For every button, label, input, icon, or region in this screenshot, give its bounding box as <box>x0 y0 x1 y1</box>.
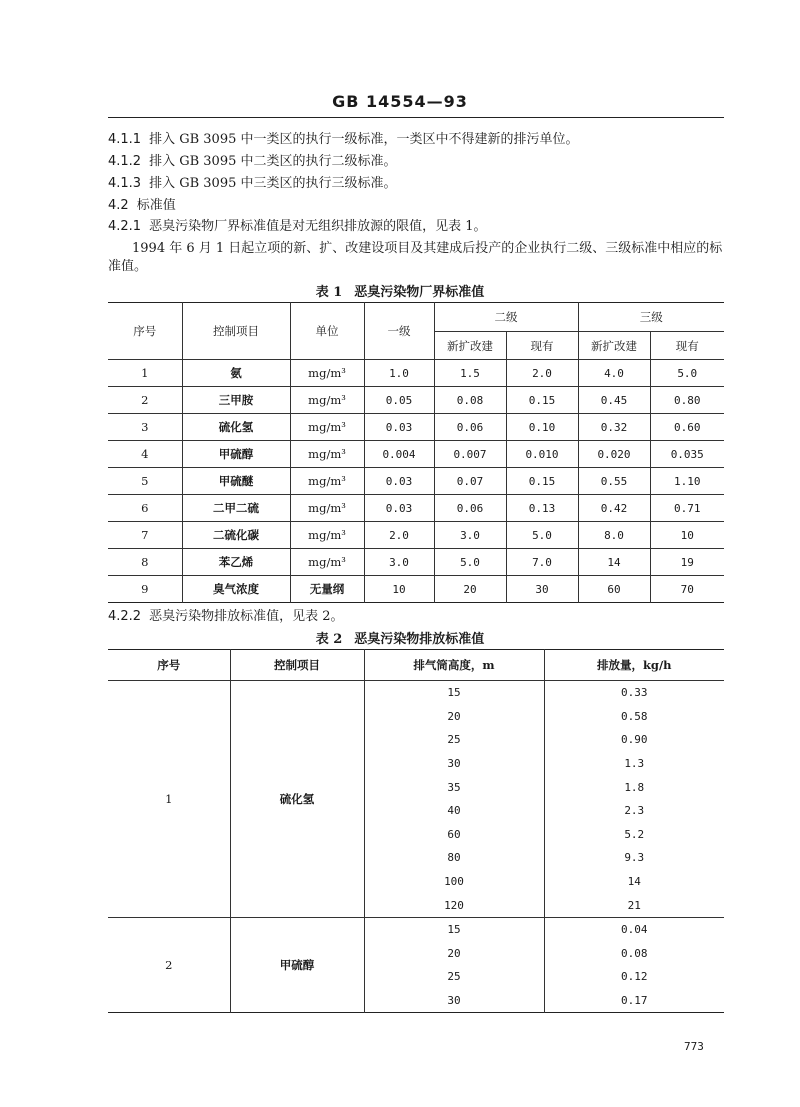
seq-cell: 3 <box>108 414 182 441</box>
table-row <box>108 441 724 468</box>
rate-cell: 0.90 <box>544 728 724 752</box>
table2-header-item: 控制项目 <box>230 650 364 681</box>
grade2-existing-cell: 0.10 <box>506 414 578 441</box>
grade3-existing-cell: 70 <box>650 576 724 603</box>
grade3-new-cell: 60 <box>578 576 650 603</box>
height-cell: 30 <box>364 989 544 1013</box>
unit-cell: mg/m³ <box>290 441 364 468</box>
height-cell: 40 <box>364 799 544 823</box>
clause-number: 4.2.1 <box>108 219 142 234</box>
group-item-cell: 甲硫醇 <box>230 917 364 1012</box>
rate-cell: 14 <box>544 870 724 894</box>
grade3-existing-cell: 5.0 <box>650 360 724 387</box>
grade2-new-cell: 5.0 <box>434 549 506 576</box>
height-cell: 80 <box>364 846 544 870</box>
grade2-new-cell: 20 <box>434 576 506 603</box>
seq-cell: 2 <box>108 387 182 414</box>
grade3-new-cell: 0.32 <box>578 414 650 441</box>
rate-cell: 5.2 <box>544 823 724 847</box>
clause-text: 恶臭污染物厂界标准值是对无组织排放源的限值，见表 1。 <box>149 219 487 234</box>
unit-cell: mg/m³ <box>290 360 364 387</box>
grade2-existing-cell: 0.15 <box>506 468 578 495</box>
grade2-existing-cell: 5.0 <box>506 522 578 549</box>
item-cell: 硫化氢 <box>182 414 290 441</box>
clause-text: 排入 GB 3095 中一类区的执行一级标准，一类区中不得建新的排污单位。 <box>149 132 579 147</box>
grade2-new-cell: 0.08 <box>434 387 506 414</box>
rate-cell: 0.12 <box>544 965 724 989</box>
height-cell: 15 <box>364 917 544 941</box>
grade2-existing-cell: 0.13 <box>506 495 578 522</box>
height-cell: 35 <box>364 775 544 799</box>
item-cell: 二甲二硫 <box>182 495 290 522</box>
table1-header-grade2-existing: 现有 <box>506 332 578 360</box>
height-cell: 100 <box>364 870 544 894</box>
grade3-new-cell: 8.0 <box>578 522 650 549</box>
grade2-existing-cell: 30 <box>506 576 578 603</box>
grade3-new-cell: 0.55 <box>578 468 650 495</box>
group-seq-cell: 1 <box>165 791 173 806</box>
height-cell: 25 <box>364 728 544 752</box>
grade2-new-cell: 1.5 <box>434 360 506 387</box>
document-header: GB 14554—93 <box>332 92 468 111</box>
grade1-cell: 0.03 <box>364 468 434 495</box>
clause-4-1-3 <box>108 175 728 193</box>
group-seq-cell: 2 <box>108 917 230 1012</box>
rate-cell: 1.3 <box>544 752 724 776</box>
table1-header-grade3: 三级 <box>578 303 724 332</box>
table2-header-seq: 序号 <box>108 650 230 681</box>
grade1-cell: 0.05 <box>364 387 434 414</box>
table1-caption <box>0 281 800 300</box>
seq-cell: 6 <box>108 495 182 522</box>
table-row <box>108 414 724 441</box>
grade2-new-cell: 0.07 <box>434 468 506 495</box>
grade1-cell: 10 <box>364 576 434 603</box>
clause-number: 4.1.3 <box>108 176 142 191</box>
unit-cell: mg/m³ <box>290 495 364 522</box>
grade2-new-cell: 0.06 <box>434 414 506 441</box>
clause-text: 排入 GB 3095 中二类区的执行二级标准。 <box>149 154 397 169</box>
table1-caption-title: 恶臭污染物厂界标准值 <box>354 285 485 300</box>
item-cell: 三甲胺 <box>182 387 290 414</box>
header-rule <box>108 117 724 118</box>
grade3-new-cell: 0.020 <box>578 441 650 468</box>
table2-caption-title: 恶臭污染物排放标准值 <box>354 632 485 647</box>
table-row <box>108 576 724 603</box>
clause-4-2 <box>108 197 728 215</box>
rate-cell: 0.17 <box>544 989 724 1013</box>
unit-cell: mg/m³ <box>290 549 364 576</box>
table1-header-seq: 序号 <box>108 303 182 360</box>
table-row <box>108 917 724 941</box>
grade2-new-cell: 0.007 <box>434 441 506 468</box>
height-cell: 30 <box>364 752 544 776</box>
table1-header-grade2-new: 新扩改建 <box>434 332 506 360</box>
item-cell: 二硫化碳 <box>182 522 290 549</box>
clause-text: 标准值 <box>136 198 176 213</box>
unit-cell: mg/m³ <box>290 522 364 549</box>
height-cell: 20 <box>364 942 544 966</box>
rate-cell: 21 <box>544 893 724 917</box>
clause-number: 4.2.2 <box>108 609 142 624</box>
unit-cell: mg/m³ <box>290 387 364 414</box>
grade2-new-cell: 3.0 <box>434 522 506 549</box>
clause-4-1-1 <box>108 131 728 149</box>
rate-cell: 9.3 <box>544 846 724 870</box>
table2-header-height: 排气筒高度，m <box>364 650 544 681</box>
unit-cell: 无量纲 <box>290 576 364 603</box>
clause-text: 恶臭污染物排放标准值，见表 2。 <box>149 609 344 624</box>
grade2-new-cell: 0.06 <box>434 495 506 522</box>
table1-header-grade1: 一级 <box>364 303 434 360</box>
clause-4-1-2 <box>108 153 728 171</box>
table2 <box>108 649 724 1013</box>
grade2-existing-cell: 7.0 <box>506 549 578 576</box>
grade3-new-cell: 0.42 <box>578 495 650 522</box>
grade3-new-cell: 4.0 <box>578 360 650 387</box>
clause-4-2-1 <box>108 218 728 236</box>
grade3-existing-cell: 0.71 <box>650 495 724 522</box>
clause-number: 4.1.2 <box>108 154 142 169</box>
paragraph-1994: 1994 年 6 月 1 日起立项的新、扩、改建设项目及其建成后投产的企业执行二级、三级标准中相应的标准值。 <box>108 241 723 274</box>
grade1-cell: 2.0 <box>364 522 434 549</box>
table-row <box>108 549 724 576</box>
table2-header-rate: 排放量，kg/h <box>544 650 724 681</box>
table-row <box>108 468 724 495</box>
item-cell: 苯乙烯 <box>182 549 290 576</box>
rate-cell: 2.3 <box>544 799 724 823</box>
grade2-existing-cell: 0.15 <box>506 387 578 414</box>
grade1-cell: 0.03 <box>364 495 434 522</box>
grade3-new-cell: 0.45 <box>578 387 650 414</box>
rate-cell: 0.58 <box>544 705 724 729</box>
item-cell: 甲硫醚 <box>182 468 290 495</box>
grade3-existing-cell: 19 <box>650 549 724 576</box>
clause-number: 4.2 <box>108 198 129 213</box>
rate-cell: 1.8 <box>544 775 724 799</box>
table1-header-item: 控制项目 <box>182 303 290 360</box>
table1-header-grade3-new: 新扩改建 <box>578 332 650 360</box>
table1 <box>108 302 724 603</box>
grade3-existing-cell: 1.10 <box>650 468 724 495</box>
grade3-existing-cell: 0.80 <box>650 387 724 414</box>
height-cell: 120 <box>364 893 544 917</box>
table2-caption-number: 表 2 <box>315 632 343 647</box>
height-cell: 20 <box>364 705 544 729</box>
height-cell: 15 <box>364 681 544 705</box>
rate-cell: 0.08 <box>544 942 724 966</box>
grade1-cell: 1.0 <box>364 360 434 387</box>
clause-number: 4.1.1 <box>108 132 142 147</box>
grade1-cell: 3.0 <box>364 549 434 576</box>
table2-caption <box>0 628 800 647</box>
grade3-new-cell: 14 <box>578 549 650 576</box>
page-number: 773 <box>684 1040 704 1053</box>
grade1-cell: 0.03 <box>364 414 434 441</box>
table-row <box>108 681 724 705</box>
group-item-cell: 硫化氢 <box>230 681 364 918</box>
table1-header-grade2: 二级 <box>434 303 578 332</box>
table-row <box>108 360 724 387</box>
seq-cell: 7 <box>108 522 182 549</box>
grade2-existing-cell: 0.010 <box>506 441 578 468</box>
seq-cell: 4 <box>108 441 182 468</box>
table-row <box>108 387 724 414</box>
height-cell: 60 <box>364 823 544 847</box>
grade2-existing-cell: 2.0 <box>506 360 578 387</box>
item-cell: 氨 <box>182 360 290 387</box>
item-cell: 臭气浓度 <box>182 576 290 603</box>
item-cell: 甲硫醇 <box>182 441 290 468</box>
height-cell: 25 <box>364 965 544 989</box>
table1-header-grade3-existing: 现有 <box>650 332 724 360</box>
seq-cell: 9 <box>108 576 182 603</box>
clause-4-2-2 <box>108 608 728 626</box>
unit-cell: mg/m³ <box>290 414 364 441</box>
grade3-existing-cell: 0.60 <box>650 414 724 441</box>
grade3-existing-cell: 10 <box>650 522 724 549</box>
rate-cell: 0.33 <box>544 681 724 705</box>
seq-cell: 5 <box>108 468 182 495</box>
unit-cell: mg/m³ <box>290 468 364 495</box>
table1-header-unit: 单位 <box>290 303 364 360</box>
clause-text: 排入 GB 3095 中三类区的执行三级标准。 <box>149 176 397 191</box>
seq-cell: 1 <box>108 360 182 387</box>
grade3-existing-cell: 0.035 <box>650 441 724 468</box>
table1-caption-number: 表 1 <box>315 285 343 300</box>
grade1-cell: 0.004 <box>364 441 434 468</box>
seq-cell: 8 <box>108 549 182 576</box>
table-row <box>108 495 724 522</box>
rate-cell: 0.04 <box>544 917 724 941</box>
table-row <box>108 522 724 549</box>
